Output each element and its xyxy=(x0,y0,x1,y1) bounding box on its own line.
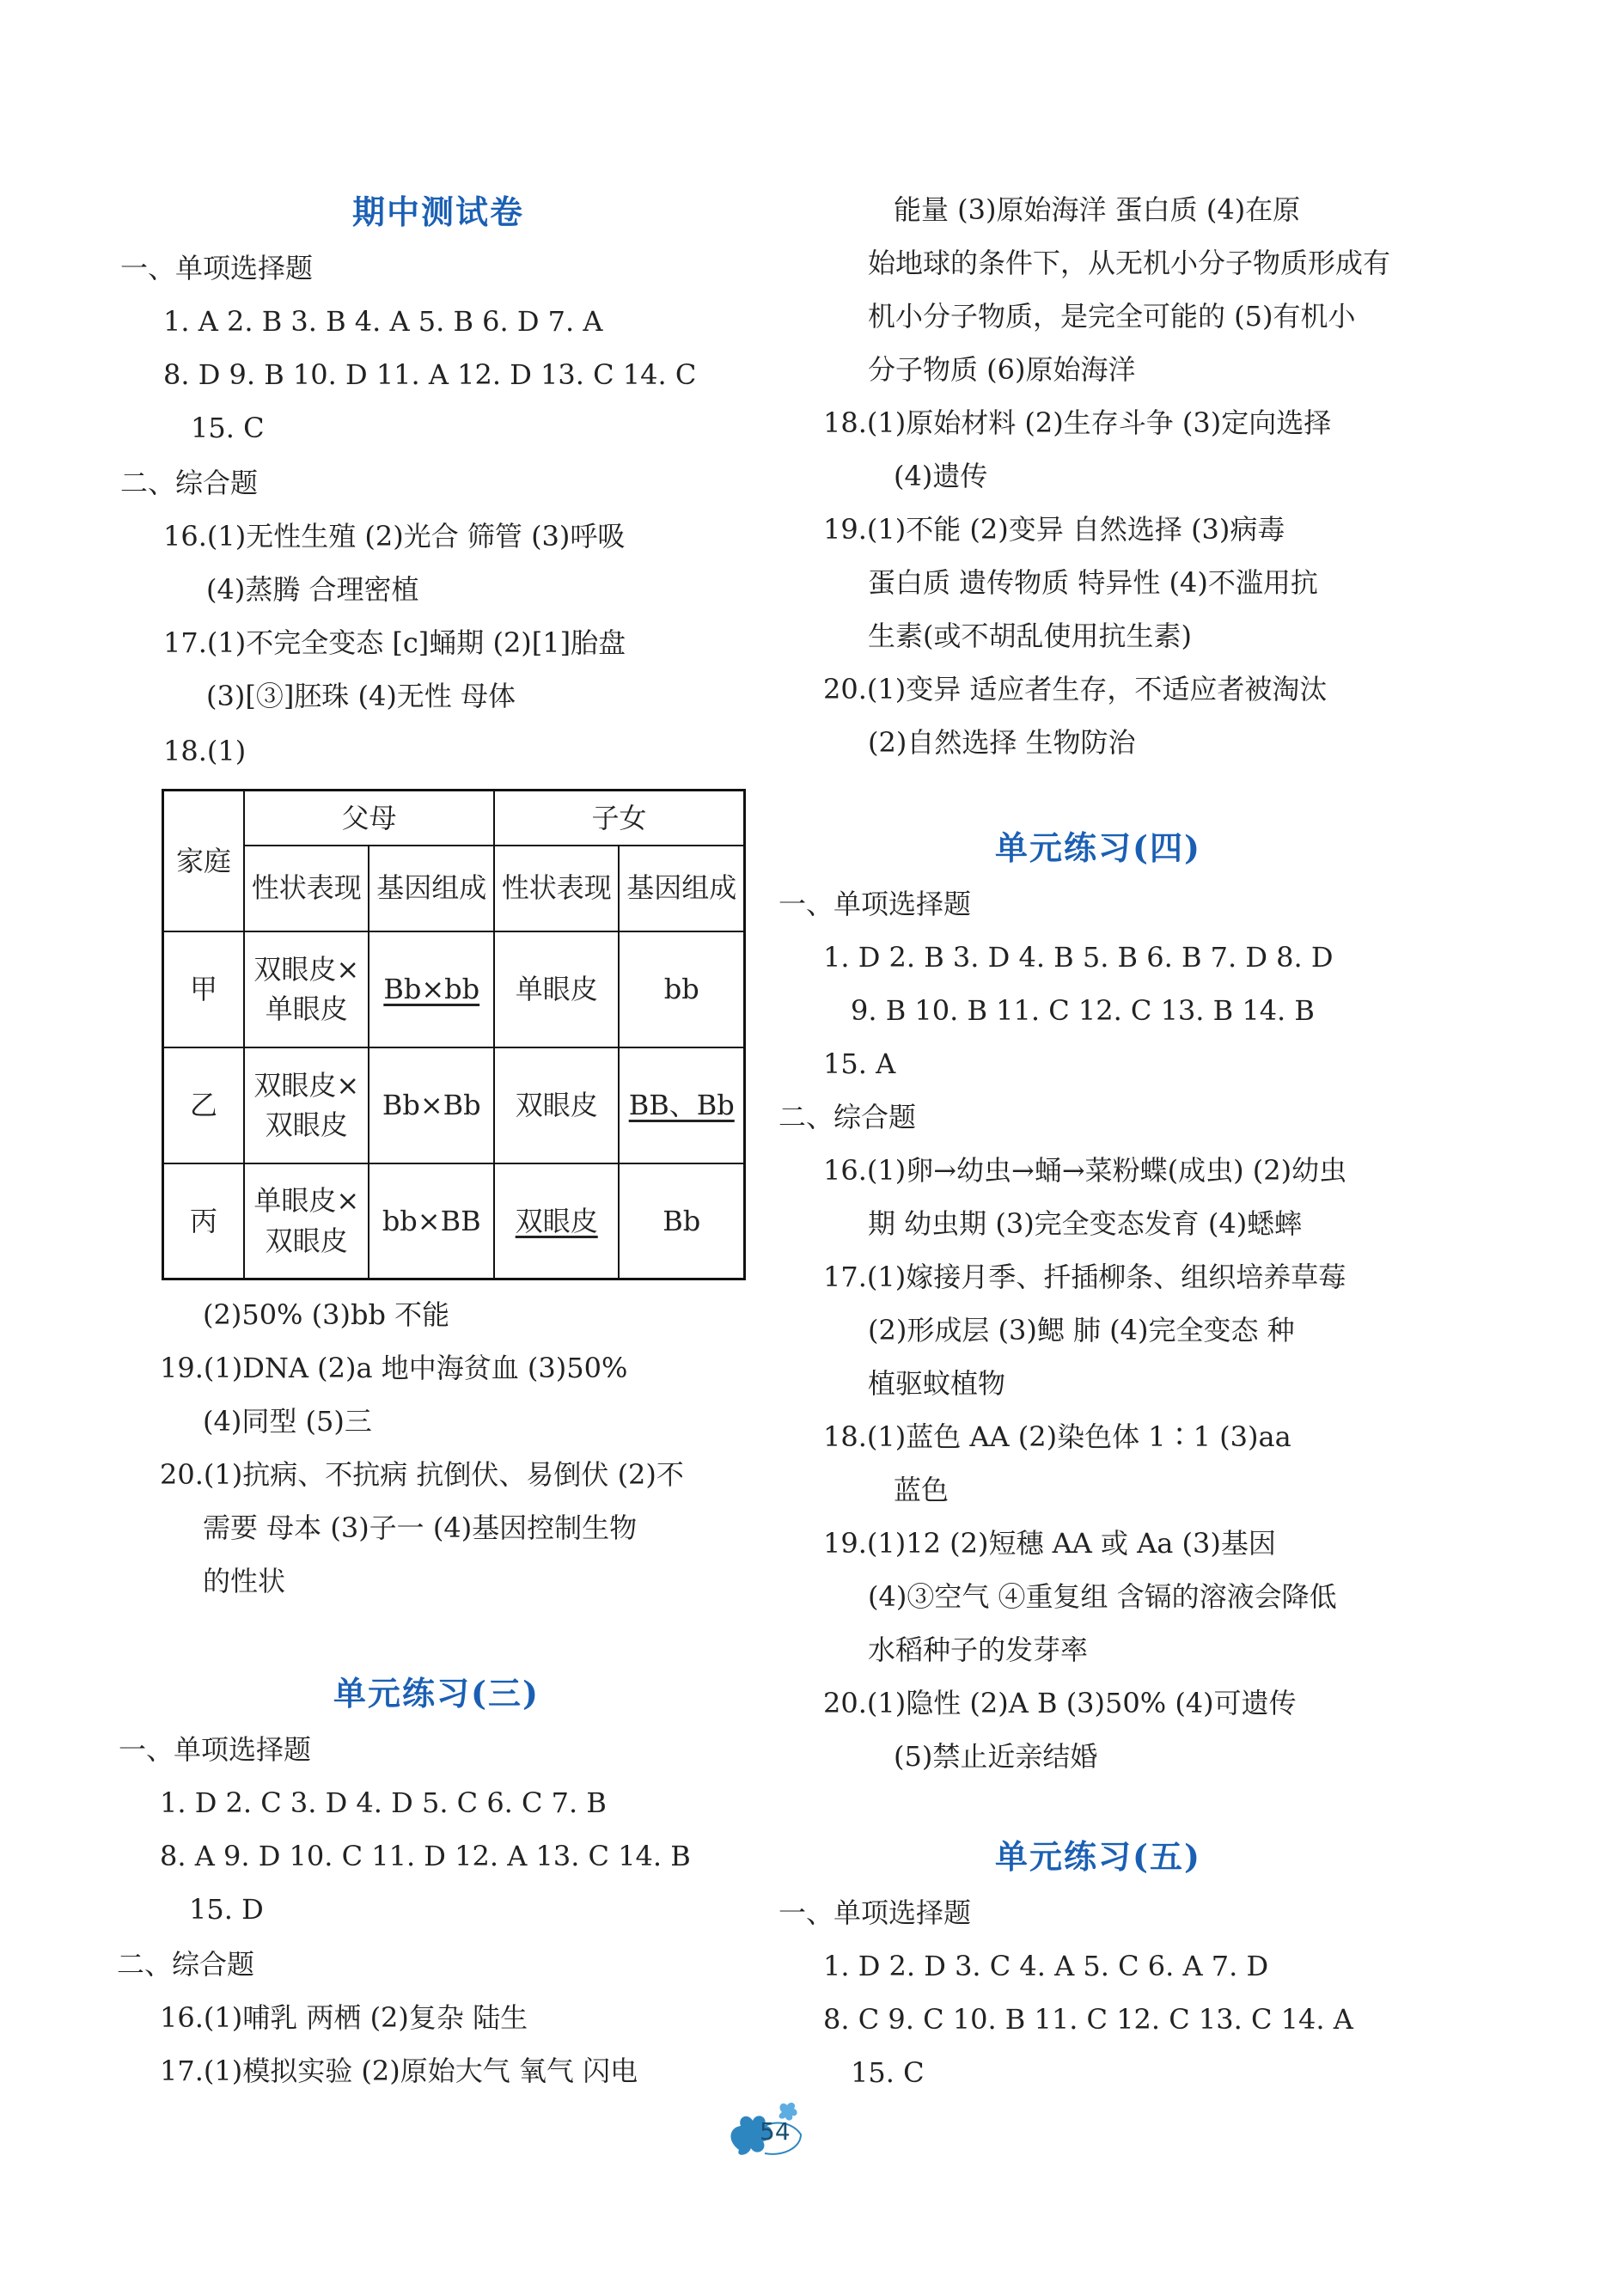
answer-line: 期 幼虫期 (3)完全变态发育 (4)蟋蟀 xyxy=(868,1207,1303,1240)
section-heading: 一、单项选择题 xyxy=(119,1733,312,1766)
answer-line: 1. D 2. B 3. D 4. B 5. B 6. B 7. D 8. D xyxy=(823,941,1334,974)
answer-line: 分子物质 (6)原始海洋 xyxy=(868,353,1136,386)
answer-line: 15. D xyxy=(189,1893,264,1926)
answer-line: 能量 (3)原始海洋 蛋白质 (4)在原 xyxy=(894,193,1301,226)
answer-line: 的性状 xyxy=(203,1565,286,1597)
answer-line: 15. C xyxy=(191,412,265,444)
answer-line: (2)自然选择 生物防治 xyxy=(868,726,1136,759)
table-header-genotype: 基因组成 xyxy=(369,846,493,931)
answer-line: 植驱蚊植物 xyxy=(868,1367,1006,1400)
table-header-parents: 父母 xyxy=(244,791,494,846)
table-header-trait: 性状表现 xyxy=(494,846,619,931)
table-cell-parent-gene: Bb×bb xyxy=(369,931,493,1047)
table-header-trait: 性状表现 xyxy=(244,846,369,931)
answer-line: 蓝色 xyxy=(894,1474,949,1506)
answer-line: (4)遗传 xyxy=(894,460,988,492)
answer-line: 15. C xyxy=(851,2056,925,2089)
answer-line: 16.(1)卵→幼虫→蛹→菜粉蝶(成虫) (2)幼虫 xyxy=(823,1154,1347,1187)
table-cell-child-gene: Bb xyxy=(619,1163,744,1279)
answer-line: 8. A 9. D 10. C 11. D 12. A 13. C 14. B xyxy=(160,1840,691,1872)
table-cell-child-gene: bb xyxy=(619,931,744,1047)
section-heading: 一、单项选择题 xyxy=(779,888,972,920)
table-cell-child-trait: 双眼皮 xyxy=(494,1163,619,1279)
answer-line: 18.(1)蓝色 AA (2)染色体 1∶1 (3)aa xyxy=(823,1420,1291,1453)
answer-line: 15. A xyxy=(823,1047,896,1080)
answer-line: 20.(1)抗病、不抗病 抗倒伏、易倒伏 (2)不 xyxy=(160,1458,684,1491)
table-cell-family: 丙 xyxy=(163,1163,245,1279)
table-cell-parent-gene: Bb×Bb xyxy=(369,1047,493,1163)
unit4-title: 单元练习(四) xyxy=(995,828,1201,867)
answer-line: 1. D 2. C 3. D 4. D 5. C 6. C 7. B xyxy=(160,1786,607,1819)
table-row xyxy=(163,1163,745,1279)
answer-line: (4)③空气 ④重复组 含镉的溶液会降低 xyxy=(868,1580,1337,1613)
table-cell-parent-trait: 双眼皮× 单眼皮 xyxy=(244,931,369,1047)
genotype-table xyxy=(162,789,746,1280)
answer-line: 17.(1)模拟实验 (2)原始大气 氧气 闪电 xyxy=(160,2055,638,2087)
answer-line: 19.(1)12 (2)短穗 AA 或 Aa (3)基因 xyxy=(823,1527,1276,1560)
answer-line: 始地球的条件下，从无机小分子物质形成有 xyxy=(868,247,1391,279)
table-cell-child-trait: 单眼皮 xyxy=(494,931,619,1047)
table-row xyxy=(163,931,745,1047)
table-cell-family: 甲 xyxy=(163,931,245,1047)
answer-line: 水稻种子的发芽率 xyxy=(868,1633,1089,1666)
answer-line: 20.(1)隐性 (2)A B (3)50% (4)可遗传 xyxy=(823,1687,1297,1719)
answer-line: (2)形成层 (3)鳃 肺 (4)完全变态 种 xyxy=(868,1314,1295,1346)
answer-line: 机小分子物质，是完全可能的 (5)有机小 xyxy=(868,300,1356,333)
table-header-children: 子女 xyxy=(494,791,745,846)
answer-line: 16.(1)无性生殖 (2)光合 筛管 (3)呼吸 xyxy=(163,520,626,553)
answer-line: (4)同型 (5)三 xyxy=(203,1405,372,1438)
answer-line: 16.(1)哺乳 两栖 (2)复杂 陆生 xyxy=(160,2001,528,2034)
page-number-badge xyxy=(722,2097,816,2165)
table-row xyxy=(163,1047,745,1163)
answer-line: 1. A 2. B 3. B 4. A 5. B 6. D 7. A xyxy=(163,305,603,338)
answer-line: (4)蒸腾 合理密植 xyxy=(206,573,419,606)
answer-line: 19.(1)不能 (2)变异 自然选择 (3)病毒 xyxy=(823,513,1285,546)
table-cell-family: 乙 xyxy=(163,1047,245,1163)
answer-line: 1. D 2. D 3. C 4. A 5. C 6. A 7. D xyxy=(823,1950,1269,1982)
section-heading: 二、综合题 xyxy=(120,467,259,499)
answer-line: 需要 母本 (3)子一 (4)基因控制生物 xyxy=(203,1511,638,1544)
answer-line: 生素(或不胡乱使用抗生素) xyxy=(868,620,1192,652)
answer-line: 20.(1)变异 适应者生存，不适应者被淘汰 xyxy=(823,673,1328,705)
answer-line: 19.(1)DNA (2)a 地中海贫血 (3)50% xyxy=(160,1352,628,1384)
answer-line: 8. D 9. B 10. D 11. A 12. D 13. C 14. C xyxy=(163,358,697,391)
answer-line: (3)[③]胚珠 (4)无性 母体 xyxy=(206,680,516,712)
section-heading: 二、综合题 xyxy=(779,1101,917,1133)
answer-line: (2)50% (3)bb 不能 xyxy=(203,1298,450,1331)
table-cell-child-gene: BB、Bb xyxy=(619,1047,744,1163)
answer-line: 8. C 9. C 10. B 11. C 12. C 13. C 14. A xyxy=(823,2003,1353,2036)
table-cell-parent-trait: 双眼皮× 双眼皮 xyxy=(244,1047,369,1163)
table-cell-child-trait: 双眼皮 xyxy=(494,1047,619,1163)
midterm-title: 期中测试卷 xyxy=(352,192,525,231)
answer-line: 9. B 10. B 11. C 12. C 13. B 14. B xyxy=(851,994,1315,1027)
section-heading: 一、单项选择题 xyxy=(120,252,314,284)
section-heading: 一、单项选择题 xyxy=(779,1896,972,1929)
unit3-title: 单元练习(三) xyxy=(333,1674,540,1713)
table-cell-parent-gene: bb×BB xyxy=(369,1163,493,1279)
answer-line: 17.(1)嫁接月季、扦插柳条、组织培养草莓 xyxy=(823,1261,1346,1293)
table-cell-parent-trait: 单眼皮× 双眼皮 xyxy=(244,1163,369,1279)
answer-line: 18.(1) xyxy=(163,735,247,767)
table-header-family: 家庭 xyxy=(163,791,245,931)
section-heading: 二、综合题 xyxy=(117,1948,255,1981)
answer-line: 18.(1)原始材料 (2)生存斗争 (3)定向选择 xyxy=(823,406,1332,439)
answer-line: 蛋白质 遗传物质 特异性 (4)不滥用抗 xyxy=(868,566,1318,599)
answer-line: 17.(1)不完全变态 [c]蛹期 (2)[1]胎盘 xyxy=(163,626,626,659)
page-number: 54 xyxy=(760,2117,791,2146)
answer-line: (5)禁止近亲结婚 xyxy=(894,1740,1098,1773)
unit5-title: 单元练习(五) xyxy=(995,1837,1201,1876)
table-header-genotype: 基因组成 xyxy=(619,846,744,931)
